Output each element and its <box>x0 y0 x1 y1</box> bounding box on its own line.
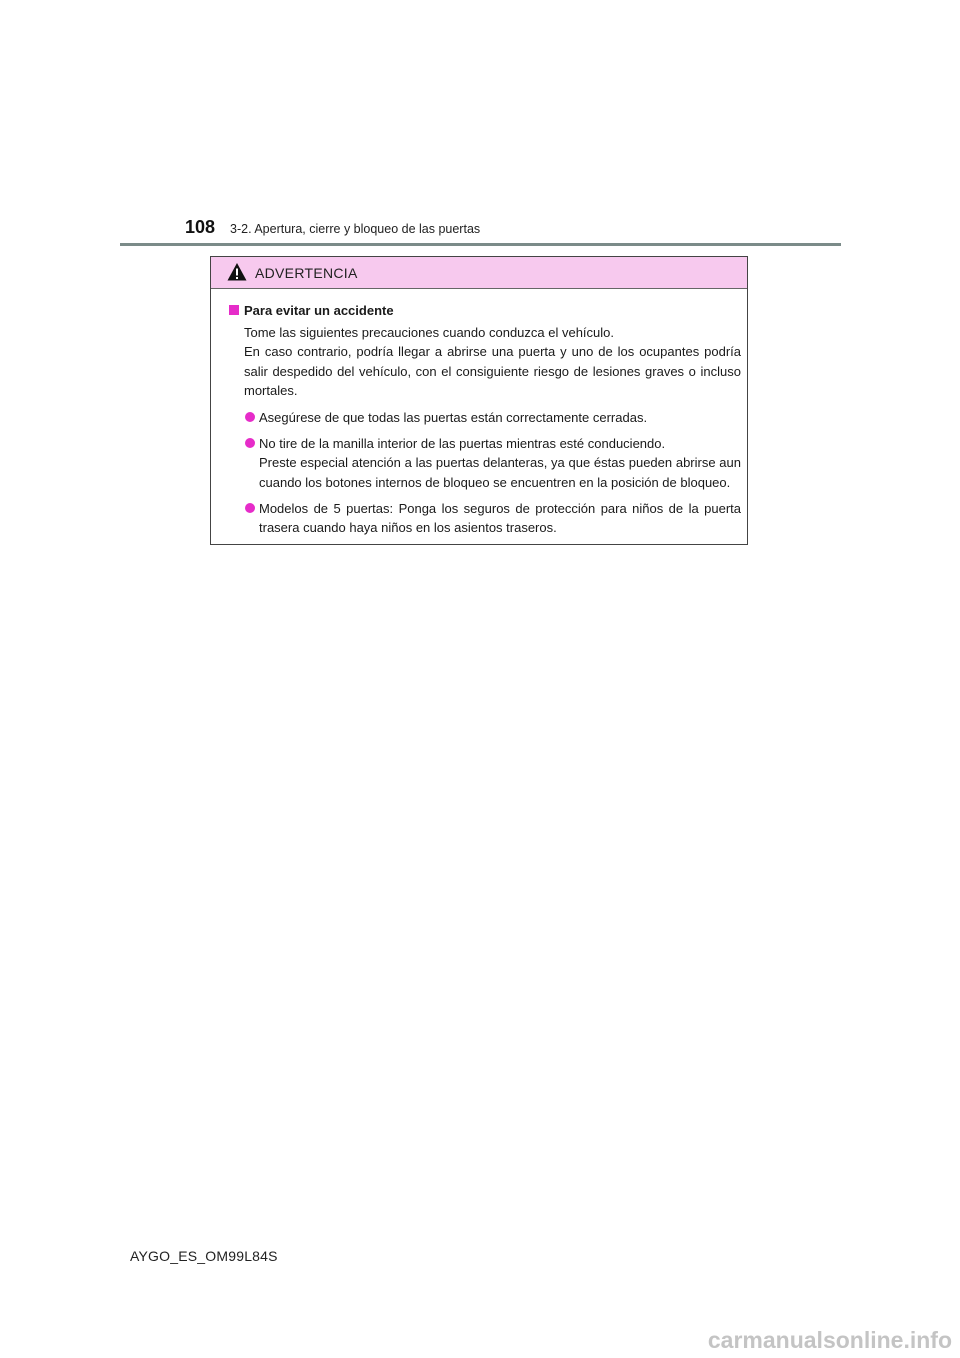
section-title: 3-2. Apertura, cierre y bloqueo de las puertas <box>230 222 481 236</box>
warning-bullet-3-text: Modelos de 5 puertas: Ponga los seguros de protección para niños de la puerta trasera cuando haya niños en los asientos traseros. <box>259 500 741 536</box>
warning-bullet-3 <box>229 499 741 537</box>
warning-body <box>211 289 747 537</box>
page-number: 108 <box>185 217 216 237</box>
warning-intro <box>229 323 741 400</box>
manual-code: AYGO_ES_OM99L84S <box>130 1248 278 1264</box>
warning-bullet-2-line2: Preste especial atención a las puertas delanteras, ya que éstas pueden abrirse aun cuando los botones internos de bloqueo se encuentren en la posición de bloqueo. <box>259 455 741 490</box>
square-bullet-icon <box>229 305 239 315</box>
warning-triangle-icon <box>227 262 247 282</box>
warning-subheading <box>229 301 741 320</box>
bullet-dot-icon <box>245 412 255 422</box>
warning-title: ADVERTENCIA <box>255 265 358 281</box>
bullet-dot-icon <box>245 503 255 513</box>
warning-box <box>210 256 748 545</box>
warning-intro-line1: Tome las siguientes precauciones cuando conduzca el vehículo. <box>244 325 615 341</box>
warning-header <box>211 257 747 289</box>
warning-bullet-2-line1: No tire de la manilla interior de las puertas mientras esté conduciendo. <box>259 436 666 452</box>
warning-bullet-1-text: Asegúrese de que todas las puertas están correctamente cerradas. <box>259 410 648 426</box>
warning-subheading-text: Para evitar un accidente <box>244 303 394 318</box>
watermark-logo: carmanualsonline.info <box>707 1327 952 1353</box>
warning-intro-line2: En caso contrario, podría llegar a abrirse una puerta y uno de los ocupantes podría salir despedido del vehículo, con el consiguiente riesgo de lesiones graves o incluso mortales. <box>244 344 741 398</box>
header-rule <box>120 243 841 246</box>
warning-bullet-2 <box>229 434 741 492</box>
warning-bullet-1 <box>229 408 741 427</box>
bullet-dot-icon <box>245 438 255 448</box>
